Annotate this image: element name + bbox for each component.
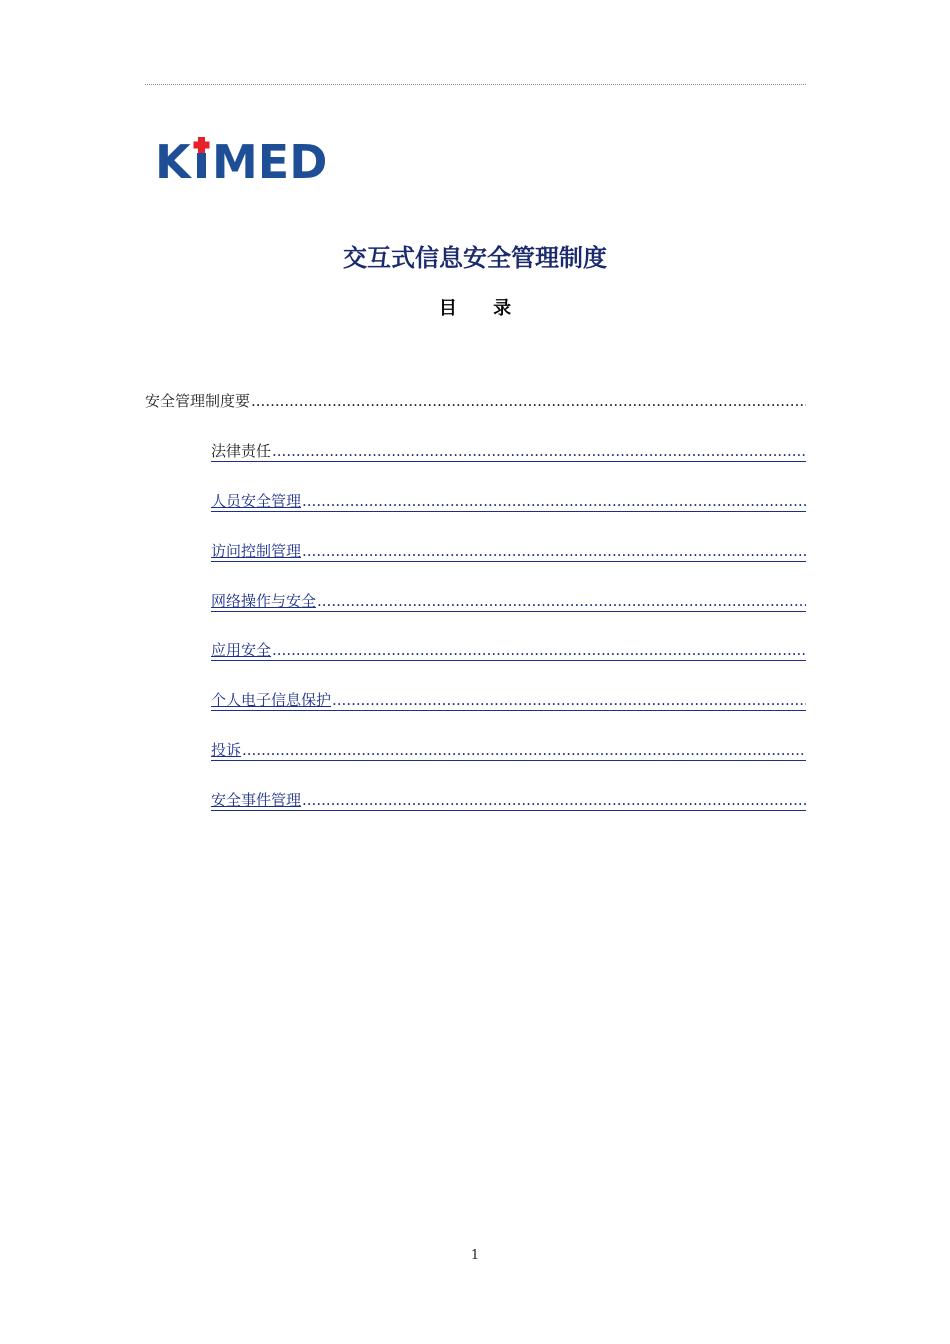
toc-entry-security-incident[interactable] bbox=[211, 790, 806, 811]
logo-letter-i-stem bbox=[197, 153, 206, 178]
document-title: 交互式信息安全管理制度 bbox=[343, 244, 607, 272]
toc-entry-label: 投诉 bbox=[211, 741, 242, 759]
header-rule bbox=[145, 84, 806, 85]
toc-leader-dots bbox=[251, 391, 806, 411]
toc-entry-personnel-security[interactable] bbox=[211, 491, 806, 512]
toc-leader-dots bbox=[317, 591, 806, 611]
toc-entry-label: 个人电子信息保护 bbox=[211, 691, 332, 709]
kimed-logo bbox=[155, 136, 375, 186]
toc-leader-dots bbox=[272, 640, 806, 660]
toc-leader-dots bbox=[272, 441, 806, 461]
toc-entry-label: 安全事件管理 bbox=[211, 791, 302, 809]
toc-entry-label: 人员安全管理 bbox=[211, 492, 302, 510]
toc-entry-network-operations[interactable] bbox=[211, 591, 806, 612]
toc-entry-application-security[interactable] bbox=[211, 640, 806, 661]
page-number: 1 bbox=[470, 1248, 480, 1263]
toc-entry-legal-liability[interactable] bbox=[211, 441, 806, 462]
toc-entry-label: 安全管理制度要 bbox=[145, 392, 251, 410]
toc-leader-dots bbox=[302, 541, 806, 561]
logo-letter-k: K bbox=[155, 136, 191, 186]
toc-entry-label: 访问控制管理 bbox=[211, 542, 302, 560]
toc-entry-label: 法律责任 bbox=[211, 442, 272, 460]
toc-leader-dots bbox=[302, 491, 806, 511]
toc-entry-label: 网络操作与安全 bbox=[211, 592, 317, 610]
toc-entry-personal-info-protection[interactable] bbox=[211, 690, 806, 711]
logo-letters-med: MED bbox=[212, 136, 328, 186]
toc-entry-safety-management[interactable] bbox=[145, 391, 806, 411]
toc-entry-label: 应用安全 bbox=[211, 641, 272, 659]
toc-leader-dots bbox=[302, 790, 806, 810]
toc-entry-access-control[interactable] bbox=[211, 541, 806, 562]
toc-leader-dots bbox=[332, 690, 806, 710]
red-cross-icon bbox=[194, 137, 210, 153]
toc-entry-complaints[interactable] bbox=[211, 740, 806, 761]
toc-leader-dots bbox=[242, 740, 806, 760]
toc-heading: 目 录 bbox=[438, 298, 512, 319]
